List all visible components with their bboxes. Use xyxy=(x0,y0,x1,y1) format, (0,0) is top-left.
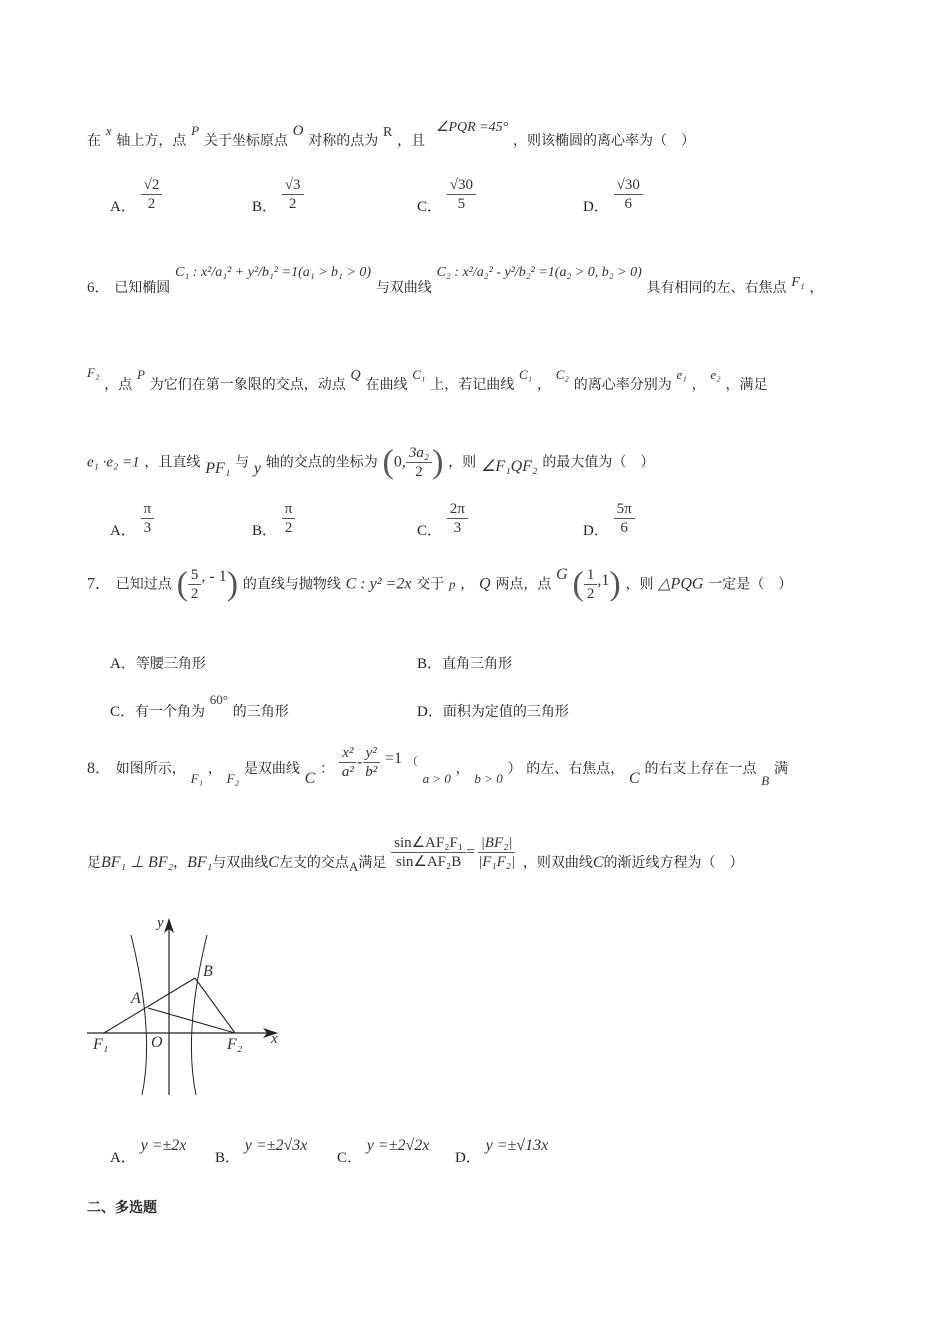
text: 足 xyxy=(87,854,101,871)
math-p: p xyxy=(448,576,456,592)
option-text: 等腰三角形 xyxy=(135,656,206,672)
q8-option-c[interactable] xyxy=(337,1134,430,1166)
math-r: R xyxy=(383,125,393,140)
label-a: A xyxy=(131,990,141,1007)
math-angle: ∠PQR =45° xyxy=(435,120,509,135)
text: 的最大值为（ ） xyxy=(542,454,655,471)
text: 是双曲线 xyxy=(243,760,300,777)
text: 对称的点为 xyxy=(308,133,379,149)
numerator: y² xyxy=(363,744,380,763)
parabola-equation: C : y² =2x xyxy=(345,575,412,593)
option-text: 的三角形 xyxy=(232,704,289,720)
text: 已知过点 xyxy=(115,576,172,593)
fraction xyxy=(282,176,304,213)
fraction xyxy=(614,176,643,213)
q6-option-a[interactable] xyxy=(110,500,154,537)
numerator: √30 xyxy=(614,176,643,195)
denominator: 3 xyxy=(453,520,462,536)
option-label: D． xyxy=(583,522,609,539)
text: ，满足 xyxy=(725,377,768,393)
text: 与 xyxy=(235,454,250,471)
coord-y: , - 1 xyxy=(201,567,227,585)
question-number: 8． xyxy=(87,759,112,777)
coord-y: ,1 xyxy=(597,571,610,589)
fraction xyxy=(141,500,155,537)
text: 的渐近线方程为（ ） xyxy=(603,854,744,871)
q6-stem-line2 xyxy=(87,366,767,400)
numerator: 3a₂ xyxy=(406,444,432,463)
math-c: C xyxy=(629,769,640,787)
q8-stem-line1 xyxy=(87,744,788,792)
denominator: a² xyxy=(341,764,354,780)
numerator: x² xyxy=(339,744,356,763)
numerator: π xyxy=(141,500,155,519)
fraction xyxy=(406,444,432,481)
math-y: y xyxy=(253,459,261,477)
hyperbola-equation: C₂ : x²/a₂² - y²/b₂² =1(a₂ > 0, b₂ > 0) xyxy=(436,265,642,280)
q8-stem-line2 xyxy=(87,834,744,882)
equals-sign: = xyxy=(466,843,476,861)
numerator: 5 xyxy=(188,566,202,585)
text: ，则该椭圆的离心率为（ ） xyxy=(513,133,696,149)
option-label: D． xyxy=(583,198,609,215)
text: 左支的交点 xyxy=(278,854,349,871)
denominator: 2 xyxy=(415,464,423,480)
math-degree: 60° xyxy=(209,692,228,707)
option-label: A． xyxy=(110,198,136,215)
option-label: B． xyxy=(252,522,278,539)
paren-open: ( xyxy=(382,443,394,481)
text: （ xyxy=(406,754,418,768)
numerator: √3 xyxy=(282,176,304,195)
math-c: C xyxy=(304,769,316,787)
q7-option-a[interactable] xyxy=(110,652,206,673)
option-label: D． xyxy=(417,704,443,720)
option-text: 直角三角形 xyxy=(442,656,513,672)
text: ， xyxy=(207,760,222,777)
q6-option-b[interactable] xyxy=(252,500,295,537)
q6-option-d[interactable] xyxy=(583,500,635,537)
condition-b: b > 0 xyxy=(474,770,503,786)
q7-option-c[interactable] xyxy=(110,688,289,720)
text: 轴的交点的坐标为 xyxy=(265,454,378,471)
math-e1: e₁ xyxy=(676,367,687,382)
math-c2: C₂ xyxy=(555,367,569,382)
q6-stem-line1 xyxy=(87,262,824,312)
text: 的左、右焦点， xyxy=(526,760,625,777)
text: 已知椭圆 xyxy=(114,280,171,296)
text: 交于 xyxy=(416,576,445,593)
fraction xyxy=(339,744,357,781)
option-expression: y =±2√2x xyxy=(366,1137,430,1154)
text: ） xyxy=(507,760,522,777)
q8-option-d[interactable] xyxy=(455,1134,549,1166)
hyperbola-figure xyxy=(85,915,295,1100)
label-y: y xyxy=(157,915,164,931)
q5-option-a[interactable] xyxy=(110,176,162,213)
text: ， xyxy=(809,280,824,296)
option-label: B． xyxy=(252,198,278,215)
label-o: O xyxy=(151,1034,163,1051)
math-angle: ∠F₁QF₂ xyxy=(480,457,538,475)
text: ，点 xyxy=(104,377,133,393)
math-bf1: BF₁ xyxy=(187,853,213,871)
math-o: O xyxy=(292,123,304,139)
fraction xyxy=(362,744,380,781)
perpendicular-condition: BF₁ ⊥ BF₂ xyxy=(101,853,174,871)
ellipse-equation: C₁ : x²/a₁² + y²/b₁² =1(a₁ > b₁ > 0) xyxy=(175,265,372,280)
option-label: D． xyxy=(455,1150,481,1166)
option-label: A． xyxy=(110,522,136,539)
denominator: 2 xyxy=(190,586,199,602)
product-condition: e₁ ·e₂ =1 xyxy=(87,454,140,471)
length-ratio-fraction xyxy=(475,834,518,871)
numerator: √2 xyxy=(141,176,163,195)
text: ： xyxy=(320,760,335,777)
label-f1: F₁ xyxy=(93,1036,109,1053)
math-b: B xyxy=(761,772,770,788)
math-c1: C₁ xyxy=(519,367,533,382)
text: ， xyxy=(536,377,551,393)
denominator: 2 xyxy=(586,586,595,602)
text: ， xyxy=(691,377,706,393)
paren-close: ) xyxy=(609,565,621,603)
option-label: A． xyxy=(110,1150,136,1166)
math-c: C xyxy=(268,853,279,871)
option-expression: y =±2√3x xyxy=(244,1137,308,1154)
text: 的离心率分别为 xyxy=(573,377,672,393)
text: ，则双曲线 xyxy=(522,854,593,871)
label-x: x xyxy=(271,1031,278,1047)
math-triangle: △PQG xyxy=(658,575,704,593)
q5-option-d[interactable] xyxy=(583,176,643,213)
question-number: 7． xyxy=(87,575,112,593)
paren-close: ) xyxy=(226,565,239,603)
math-f1: F₁ xyxy=(791,275,805,290)
denominator: sin∠AF₂B xyxy=(395,854,462,870)
text: ， xyxy=(173,854,188,871)
minus-sign: - xyxy=(356,753,363,771)
equals-one: =1 xyxy=(384,749,403,767)
denominator: |F₁F₂| xyxy=(478,854,516,870)
condition-a: a > 0 xyxy=(422,770,451,786)
text: ，则 xyxy=(625,576,654,593)
fraction xyxy=(447,176,476,213)
numerator: 2π xyxy=(447,500,468,519)
math-p: P xyxy=(137,367,145,382)
coord-x: 0, xyxy=(393,453,406,471)
text: ，且直线 xyxy=(144,454,201,471)
math-f2: F₂ xyxy=(87,365,100,380)
numerator: |BF₂| xyxy=(478,834,516,853)
fraction xyxy=(282,500,296,537)
text: 轴上方，点 xyxy=(116,133,187,149)
fraction xyxy=(188,566,202,603)
hyperbola-diagram xyxy=(85,915,295,1100)
text: ，且 xyxy=(397,133,426,149)
denominator: 6 xyxy=(620,520,628,536)
math-q: Q xyxy=(479,575,491,593)
numerator: sin∠AF₂F₁ xyxy=(391,834,466,853)
option-label: C． xyxy=(417,198,443,215)
label-b: B xyxy=(203,963,213,980)
paren-close: ) xyxy=(432,443,444,481)
text: 在 xyxy=(87,133,101,149)
text: 如图所示， xyxy=(115,760,186,777)
math-pf1: PF₁ xyxy=(205,459,231,477)
q8-option-a[interactable] xyxy=(110,1134,187,1166)
text: ， xyxy=(455,760,470,777)
math-a: A xyxy=(348,858,359,874)
denominator: 2 xyxy=(284,520,293,536)
numerator: 1 xyxy=(584,566,598,585)
text: 的直线与抛物线 xyxy=(242,576,341,593)
text: 与双曲线 xyxy=(375,280,432,296)
math-f2: F₂ xyxy=(226,770,240,786)
option-label: B． xyxy=(215,1150,241,1166)
q6-stem-line3 xyxy=(87,444,654,488)
q5-option-c[interactable] xyxy=(417,176,476,213)
option-label: B． xyxy=(417,656,443,672)
fraction xyxy=(447,500,468,537)
q8-option-b[interactable] xyxy=(215,1134,308,1166)
paren-open: ( xyxy=(176,565,188,603)
text: 满足 xyxy=(358,854,387,871)
math-q: Q xyxy=(350,368,361,383)
q5-stem-line xyxy=(87,122,695,156)
text: 两点，点 xyxy=(495,576,552,593)
text: 与双曲线 xyxy=(212,854,269,871)
q7-stem xyxy=(87,566,792,610)
text: 满 xyxy=(774,760,789,777)
math-f1: F₁ xyxy=(190,770,204,786)
math-p: P xyxy=(191,123,200,138)
math-c1: C₁ xyxy=(412,367,426,382)
option-text: 有一个角为 xyxy=(135,704,206,720)
section-title-multiple-choice: 二、多选题 xyxy=(87,1200,157,1216)
math-x: x xyxy=(105,123,112,138)
q7-option-d[interactable] xyxy=(417,700,569,721)
math-e2: e₂ xyxy=(710,367,721,382)
option-label: C． xyxy=(337,1150,363,1166)
q6-option-c[interactable] xyxy=(417,500,468,537)
math-c: C xyxy=(592,853,604,871)
text: 在曲线 xyxy=(365,377,408,393)
option-expression: y =±2x xyxy=(140,1137,187,1154)
denominator: 2 xyxy=(147,196,156,212)
fraction xyxy=(614,500,635,537)
q5-option-b[interactable] xyxy=(252,176,304,213)
text: 关于坐标原点 xyxy=(203,133,288,149)
option-label: C． xyxy=(417,522,443,539)
numerator: 5π xyxy=(614,500,635,519)
text: 一定是（ ） xyxy=(708,576,793,593)
text: 的右支上存在一点 xyxy=(644,760,757,777)
text: 具有相同的左、右焦点 xyxy=(646,280,787,296)
denominator: 2 xyxy=(288,196,297,212)
option-label: A． xyxy=(110,656,136,672)
q7-option-b[interactable] xyxy=(417,652,512,673)
label-f2: F₂ xyxy=(227,1036,243,1053)
denominator: b² xyxy=(365,764,378,780)
text: ，则 xyxy=(448,454,477,471)
text: 上，若记曲线 xyxy=(430,377,515,393)
paren-open: ( xyxy=(572,565,584,603)
denominator: 3 xyxy=(143,520,152,536)
sine-ratio-fraction xyxy=(391,834,466,871)
denominator: 5 xyxy=(457,196,466,212)
math-g: G xyxy=(556,565,568,583)
question-number: 6． xyxy=(87,280,110,296)
denominator: 6 xyxy=(624,196,632,212)
fraction xyxy=(141,176,163,213)
text: ， xyxy=(460,576,475,593)
option-label: C． xyxy=(110,704,136,720)
fraction xyxy=(584,566,598,603)
numerator: π xyxy=(282,500,296,519)
numerator: √30 xyxy=(447,176,476,195)
text: 为它们在第一象限的交点，动点 xyxy=(149,377,346,393)
option-text: 面积为定值的三角形 xyxy=(442,704,569,720)
option-expression: y =±√13x xyxy=(485,1137,549,1154)
